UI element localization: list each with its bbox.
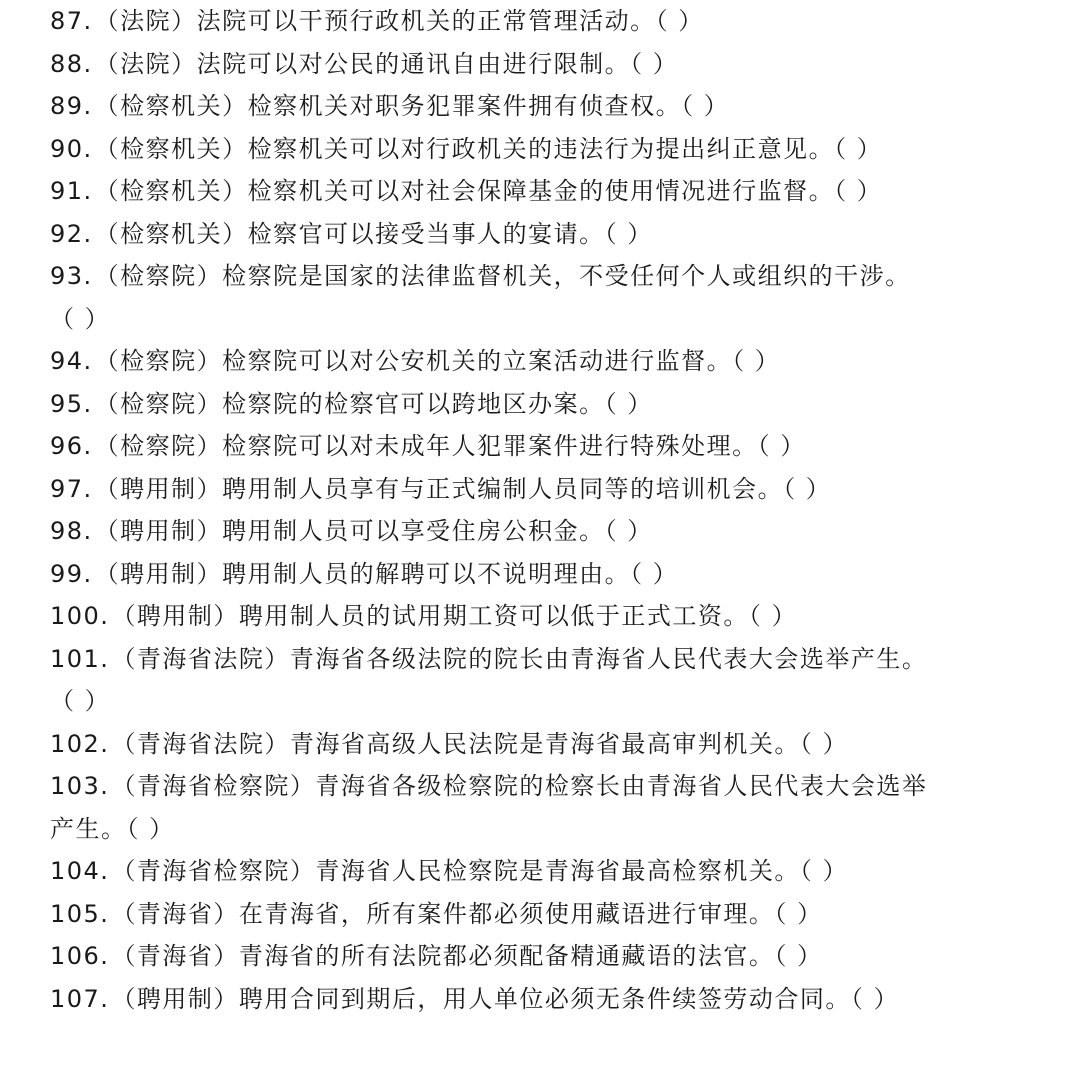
question-item [50, 468, 1020, 511]
question-text: （聘用制）聘用合同到期后，用人单位必须无条件续签劳动合同。（ ） [111, 984, 900, 1013]
question-number: 102. [50, 729, 110, 758]
question-item [50, 850, 1020, 893]
question-text: （检察院）检察院可以对公安机关的立案活动进行监督。（ ） [94, 347, 781, 375]
question-number: 98. [50, 517, 93, 545]
question-text: （青海省法院）青海省高级人民法院是青海省最高审判机关。（ ） [111, 729, 849, 758]
question-text: （青海省检察院）青海省人民检察院是青海省最高检察机关。（ ） [111, 857, 849, 885]
question-text: （聘用制）聘用制人员享有与正式编制人员同等的培训机会。（ ） [94, 474, 832, 503]
question-number: 95. [50, 389, 93, 418]
question-number: 100. [50, 602, 110, 630]
question-item [50, 0, 1020, 43]
question-item [50, 765, 1020, 808]
question-text: （聘用制）聘用制人员的试用期工资可以低于正式工资。（ ） [111, 602, 798, 630]
question-text: （法院）法院可以干预行政机关的正常管理活动。（ ） [94, 7, 704, 35]
question-number: 92. [50, 219, 93, 248]
question-item [50, 553, 1020, 596]
question-number: 96. [50, 432, 93, 460]
question-text: （检察院）检察院是国家的法律监督机关，不受任何个人或组织的干涉。 [94, 262, 911, 290]
question-number: 88. [50, 49, 93, 78]
question-continuation: （ ） [50, 304, 111, 333]
question-text: （检察院）检察院的检察官可以跨地区办案。（ ） [94, 389, 653, 418]
question-text: （检察机关）检察机关对职务犯罪案件拥有侦查权。（ ） [94, 92, 730, 120]
question-number: 101. [50, 644, 110, 673]
question-number: 103. [50, 772, 110, 800]
question-text: （青海省）青海省的所有法院都必须配备精通藏语的法官。（ ） [111, 942, 823, 970]
question-item [50, 425, 1020, 468]
question-item [50, 43, 1020, 86]
question-number: 97. [50, 474, 93, 503]
question-item [50, 723, 1020, 766]
question-list [50, 0, 1020, 1020]
question-item [50, 510, 1020, 553]
question-item [50, 85, 1020, 128]
question-text: （法院）法院可以对公民的通讯自由进行限制。（ ） [94, 49, 679, 78]
question-number: 89. [50, 92, 93, 120]
question-text: （检察机关）检察官可以接受当事人的宴请。（ ） [94, 219, 653, 248]
question-number: 93. [50, 262, 93, 290]
question-number: 106. [50, 942, 110, 970]
question-number: 99. [50, 559, 93, 588]
question-number: 107. [50, 984, 110, 1013]
question-item [50, 213, 1020, 256]
question-number: 94. [50, 347, 93, 375]
question-item [50, 170, 1020, 213]
question-number: 105. [50, 899, 110, 928]
question-number: 87. [50, 7, 93, 35]
question-item [50, 340, 1020, 383]
question-text: （检察院）检察院可以对未成年人犯罪案件进行特殊处理。（ ） [94, 432, 806, 460]
question-text: （聘用制）聘用制人员的解聘可以不说明理由。（ ） [94, 559, 679, 588]
question-text: （聘用制）聘用制人员可以享受住房公积金。（ ） [94, 517, 653, 545]
question-item [50, 893, 1020, 936]
question-text: （检察机关）检察机关可以对社会保障基金的使用情况进行监督。（ ） [94, 177, 883, 205]
question-text: （青海省法院）青海省各级法院的院长由青海省人民代表大会选举产生。 [111, 644, 928, 673]
question-continuation: （ ） [50, 687, 111, 715]
question-continuation: 产生。（ ） [50, 814, 175, 843]
question-item [50, 935, 1020, 978]
question-item [50, 638, 1020, 681]
question-text: （检察机关）检察机关可以对行政机关的违法行为提出纠正意见。（ ） [94, 134, 883, 163]
question-text: （青海省检察院）青海省各级检察院的检察长由青海省人民代表大会选举 [111, 772, 928, 800]
question-item [50, 128, 1020, 171]
question-item [50, 383, 1020, 426]
question-item [50, 595, 1020, 638]
question-text: （青海省）在青海省，所有案件都必须使用藏语进行审理。（ ） [111, 899, 823, 928]
question-number: 91. [50, 177, 93, 205]
question-number: 90. [50, 134, 93, 163]
question-number: 104. [50, 857, 110, 885]
question-item [50, 255, 1020, 298]
question-item [50, 978, 1020, 1021]
